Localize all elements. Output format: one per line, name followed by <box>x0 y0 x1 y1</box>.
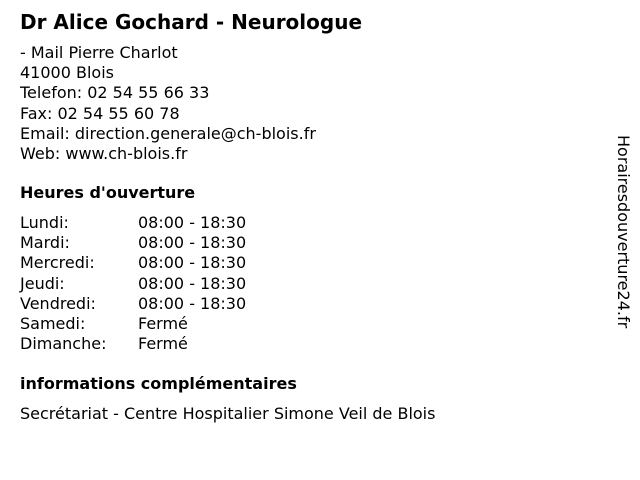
hours-time: 08:00 - 18:30 <box>138 293 247 313</box>
city: 41000 Blois <box>20 63 114 83</box>
hours-heading: Heures d'ouverture <box>20 183 196 202</box>
street-address: - Mail Pierre Charlot <box>20 43 178 62</box>
fax-number: Fax: 02 54 55 60 78 <box>20 103 180 123</box>
hours-day: Mercredi: <box>20 253 95 273</box>
hours-row <box>20 274 246 294</box>
hours-row <box>20 314 246 334</box>
hours-row <box>20 334 246 354</box>
hours-day: Lundi: <box>20 213 69 232</box>
hours-day: Vendredi: <box>20 293 96 313</box>
hours-day: Samedi: <box>20 314 86 334</box>
hours-day: Dimanche: <box>20 334 107 354</box>
hours-time: 08:00 - 18:30 <box>138 213 247 232</box>
hours-day: Mardi: <box>20 233 70 253</box>
hours-row <box>20 233 246 253</box>
phone-number: Telefon: 02 54 55 66 33 <box>20 83 210 103</box>
info-heading: informations complémentaires <box>20 374 297 393</box>
hours-row <box>20 213 246 233</box>
website: Web: www.ch-blois.fr <box>20 144 188 164</box>
hours-day: Jeudi: <box>20 273 65 293</box>
hours-time: 08:00 - 18:30 <box>138 233 247 253</box>
hours-time: Fermé <box>138 334 188 354</box>
email-address: Email: direction.generale@ch-blois.fr <box>20 123 316 143</box>
info-text: Secrétariat - Centre Hospitalier Simone Veil de Blois <box>20 404 436 423</box>
hours-table <box>20 213 246 354</box>
page-title: Dr Alice Gochard - Neurologue <box>20 10 363 34</box>
hours-time: 08:00 - 18:30 <box>138 273 247 293</box>
hours-time: Fermé <box>138 314 188 334</box>
hours-row <box>20 253 246 273</box>
hours-row <box>20 294 246 314</box>
contact-block <box>20 43 316 164</box>
hours-time: 08:00 - 18:30 <box>138 253 247 273</box>
watermark-text: Horairesdouverture24.fr <box>614 135 633 329</box>
